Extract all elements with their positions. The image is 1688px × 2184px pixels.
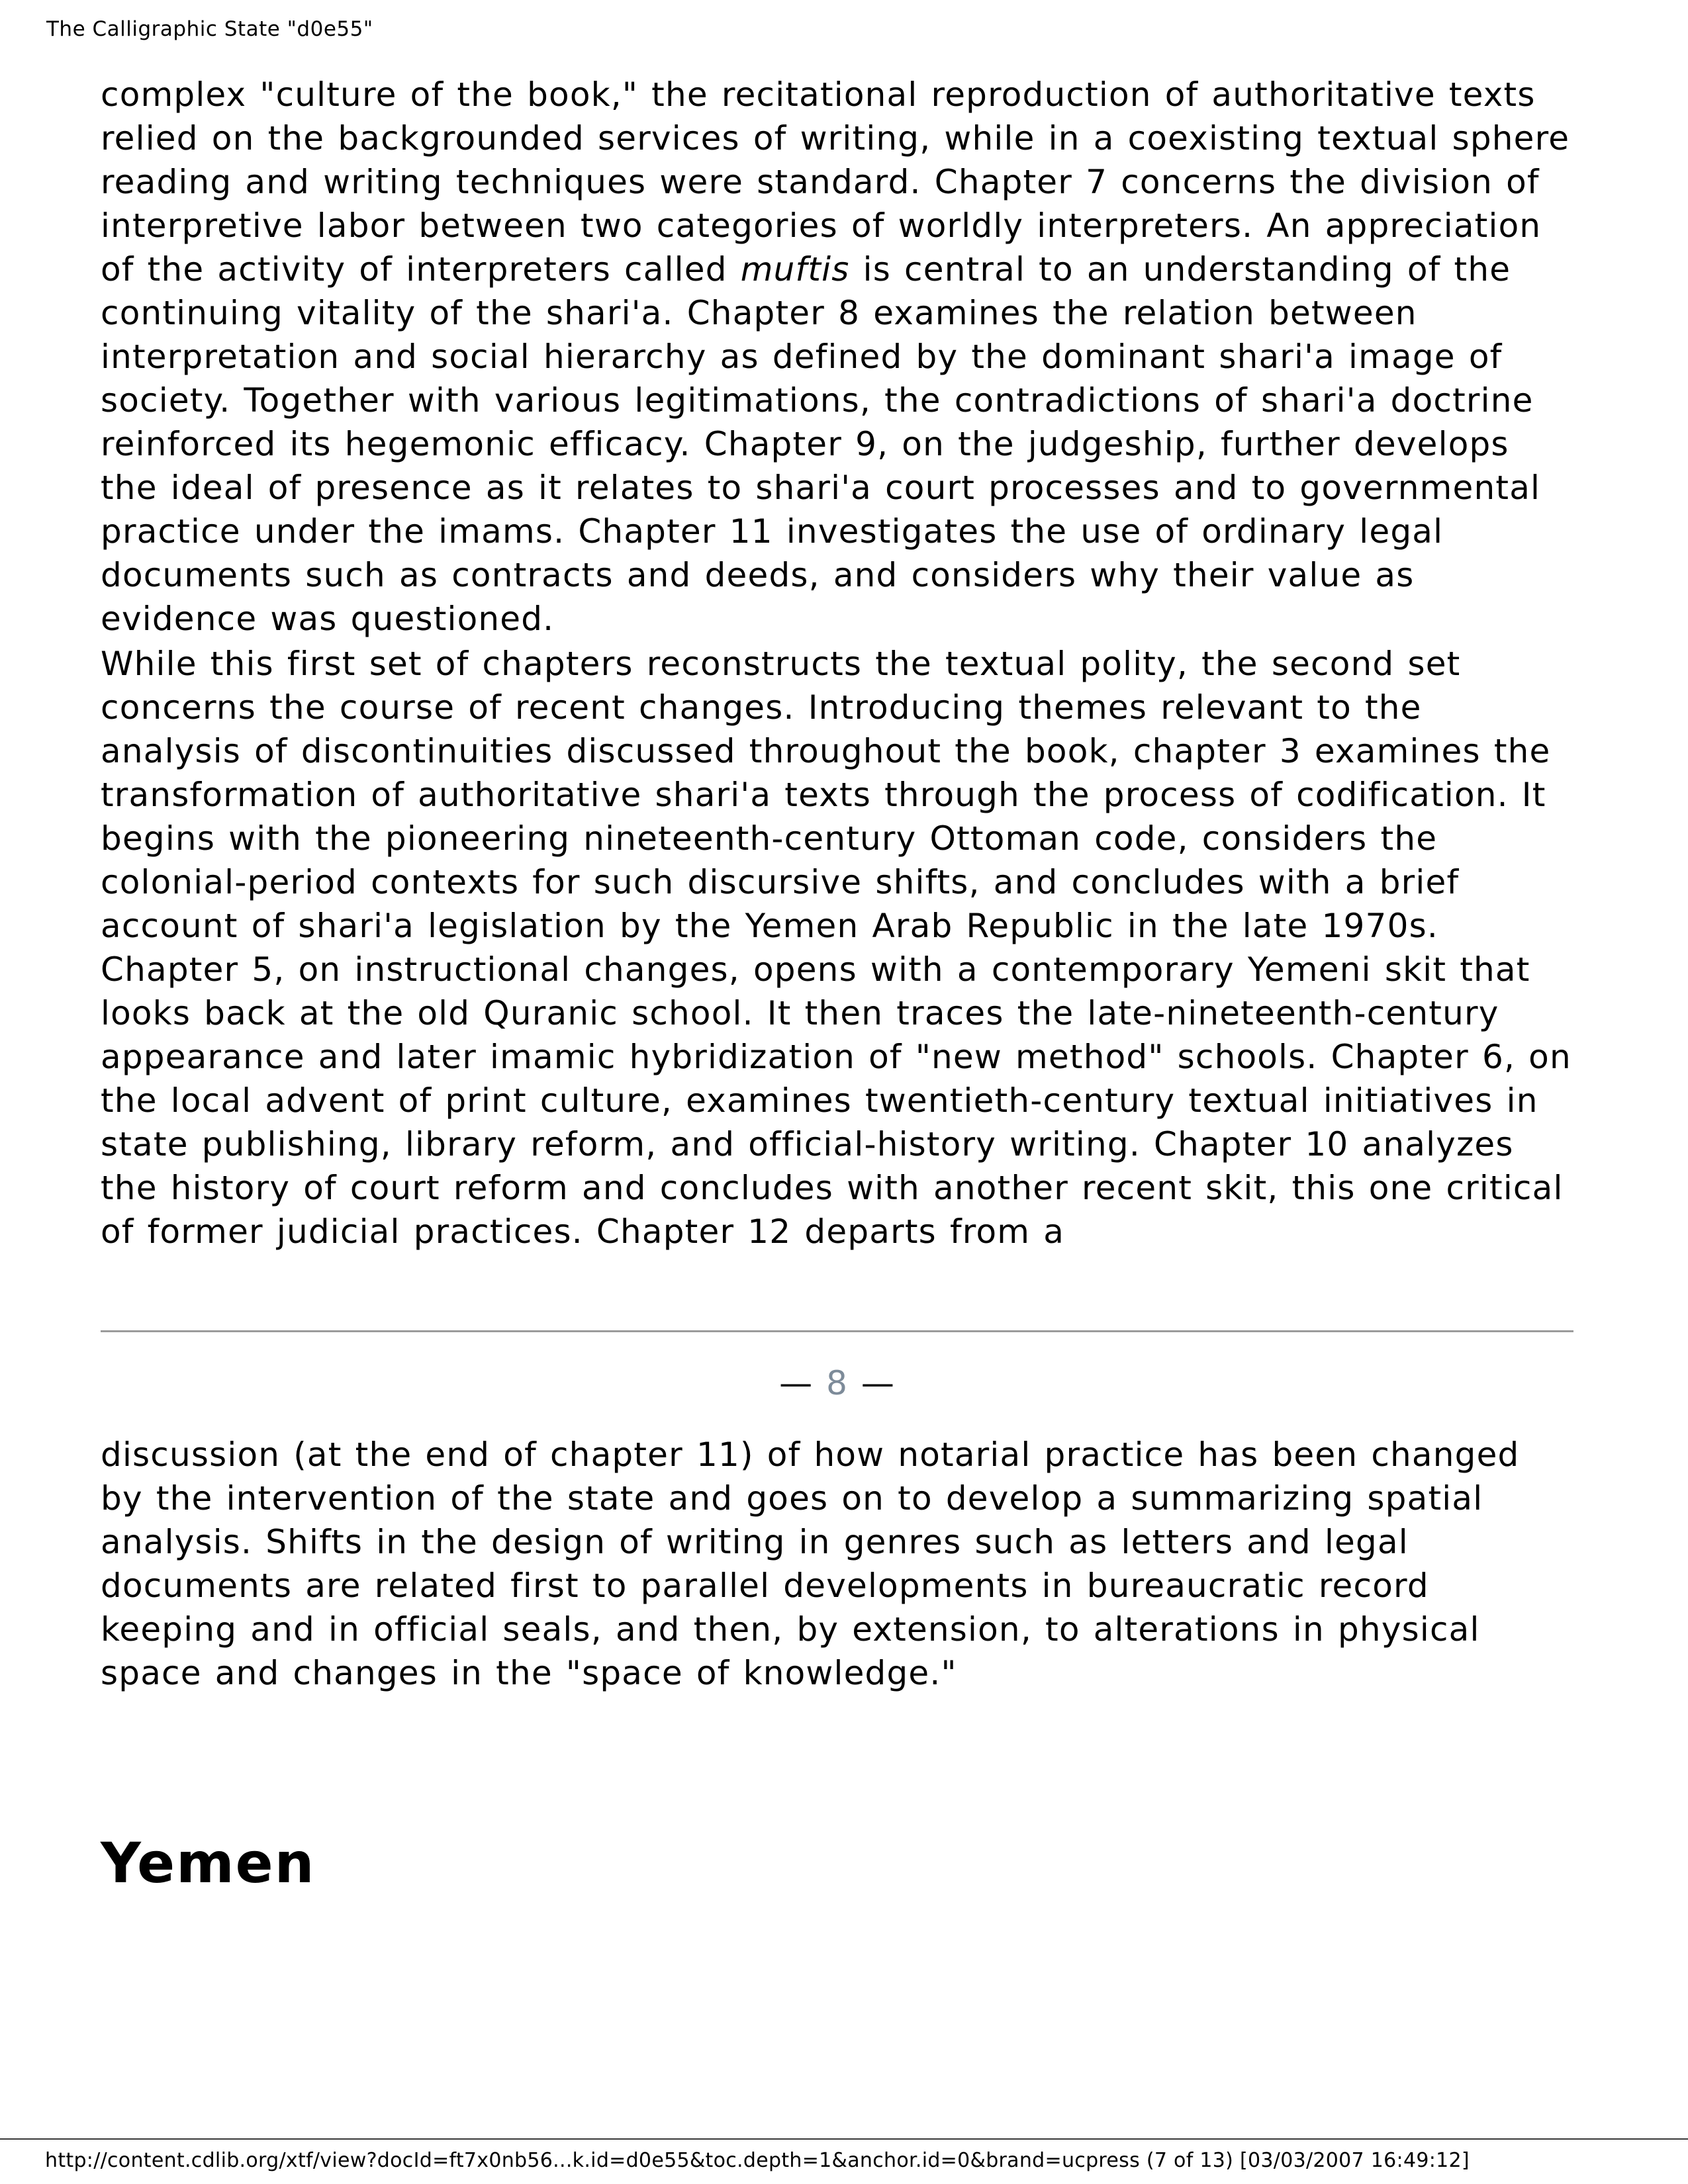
paragraph-1-text-continued: is central to an understanding of the continuing vitality of the shari'a. Chapter 8 examines the relation between interpretation and social hierarchy as defined by the dominant shari'a image of society. Together with various legitimations, the contradictions of shari'a doctrine reinforced its hegemonic efficacy. Chapter 9, on the judgeship, further develops the ideal of presence as it relates to shari'a court processes and to governmental practice under the imams. Chapter 11 investigates the use of ordinary legal documents such as contracts and deeds, and considers why their value as evidence was questioned. xyxy=(101,250,1541,638)
section-heading-yemen: Yemen xyxy=(101,1831,316,1895)
page-number-line xyxy=(101,1364,1573,1402)
page-number-left-dash: — xyxy=(779,1364,814,1402)
paragraph-2: While this first set of chapters reconstructs the textual polity, the second set concerns the course of recent changes. Introducing themes relevant to the analysis of discontinuities discussed throughout the book, chapter 3 examines the transformation of authoritative shari'a texts through the process of codification. It begins with the pioneering nineteenth-century Ottoman code, considers the colonial-period contexts for such discursive shifts, and concludes with a brief account of shari'a legislation by the Yemen Arab Republic in the late 1970s. Chapter 5, on instructional changes, opens with a contemporary Yemeni skit that looks back at the old Quranic school. It then traces the late-nineteenth-century appearance and later imamic hybridization of "new method" schools. Chapter 6, on the local advent of print culture, examines twentieth-century textual initiatives in state publishing, library reform, and official-history writing. Chapter 10 analyzes the history of court reform and concludes with another recent skit, this one critical of former judicial practices. Chapter 12 departs from a xyxy=(101,645,1571,1251)
page-number: 8 xyxy=(826,1364,848,1402)
page-title: The Calligraphic State "d0e55" xyxy=(46,17,373,41)
status-footer-url: http://content.cdlib.org/xtf/view?docId=ft7x0nb56...k.id=d0e55&toc.depth=1&anchor.id=0&brand=ucpress (7 of 13) [03/03/2007 16:49:12] xyxy=(0,2138,1688,2184)
paragraph-1 xyxy=(101,73,1573,641)
body-content xyxy=(101,73,1573,1895)
italic-term-muftis: muftis xyxy=(740,250,850,289)
paragraph-3: discussion (at the end of chapter 11) of how notarial practice has been changed by the intervention of the state and goes on to develop a summarizing spatial analysis. Shifts in the design of writing in genres such as letters and legal documents are related first to parallel developments in bureaucratic record keeping and in official seals, and then, by extension, to alterations in physical space and changes in the "space of knowledge." xyxy=(101,1435,1520,1692)
page-break-rule xyxy=(101,1330,1573,1332)
page-number-right-dash: — xyxy=(861,1364,895,1402)
paragraph-1-text: complex "culture of the book," the recitational reproduction of authoritative texts relied on the backgrounded services of writing, while in a coexisting textual sphere reading and writing techniques were standard. Chapter 7 concerns the division of interpretive labor between two categories of worldly interpreters. An appreciation of the activity of interpreters called xyxy=(101,75,1570,289)
